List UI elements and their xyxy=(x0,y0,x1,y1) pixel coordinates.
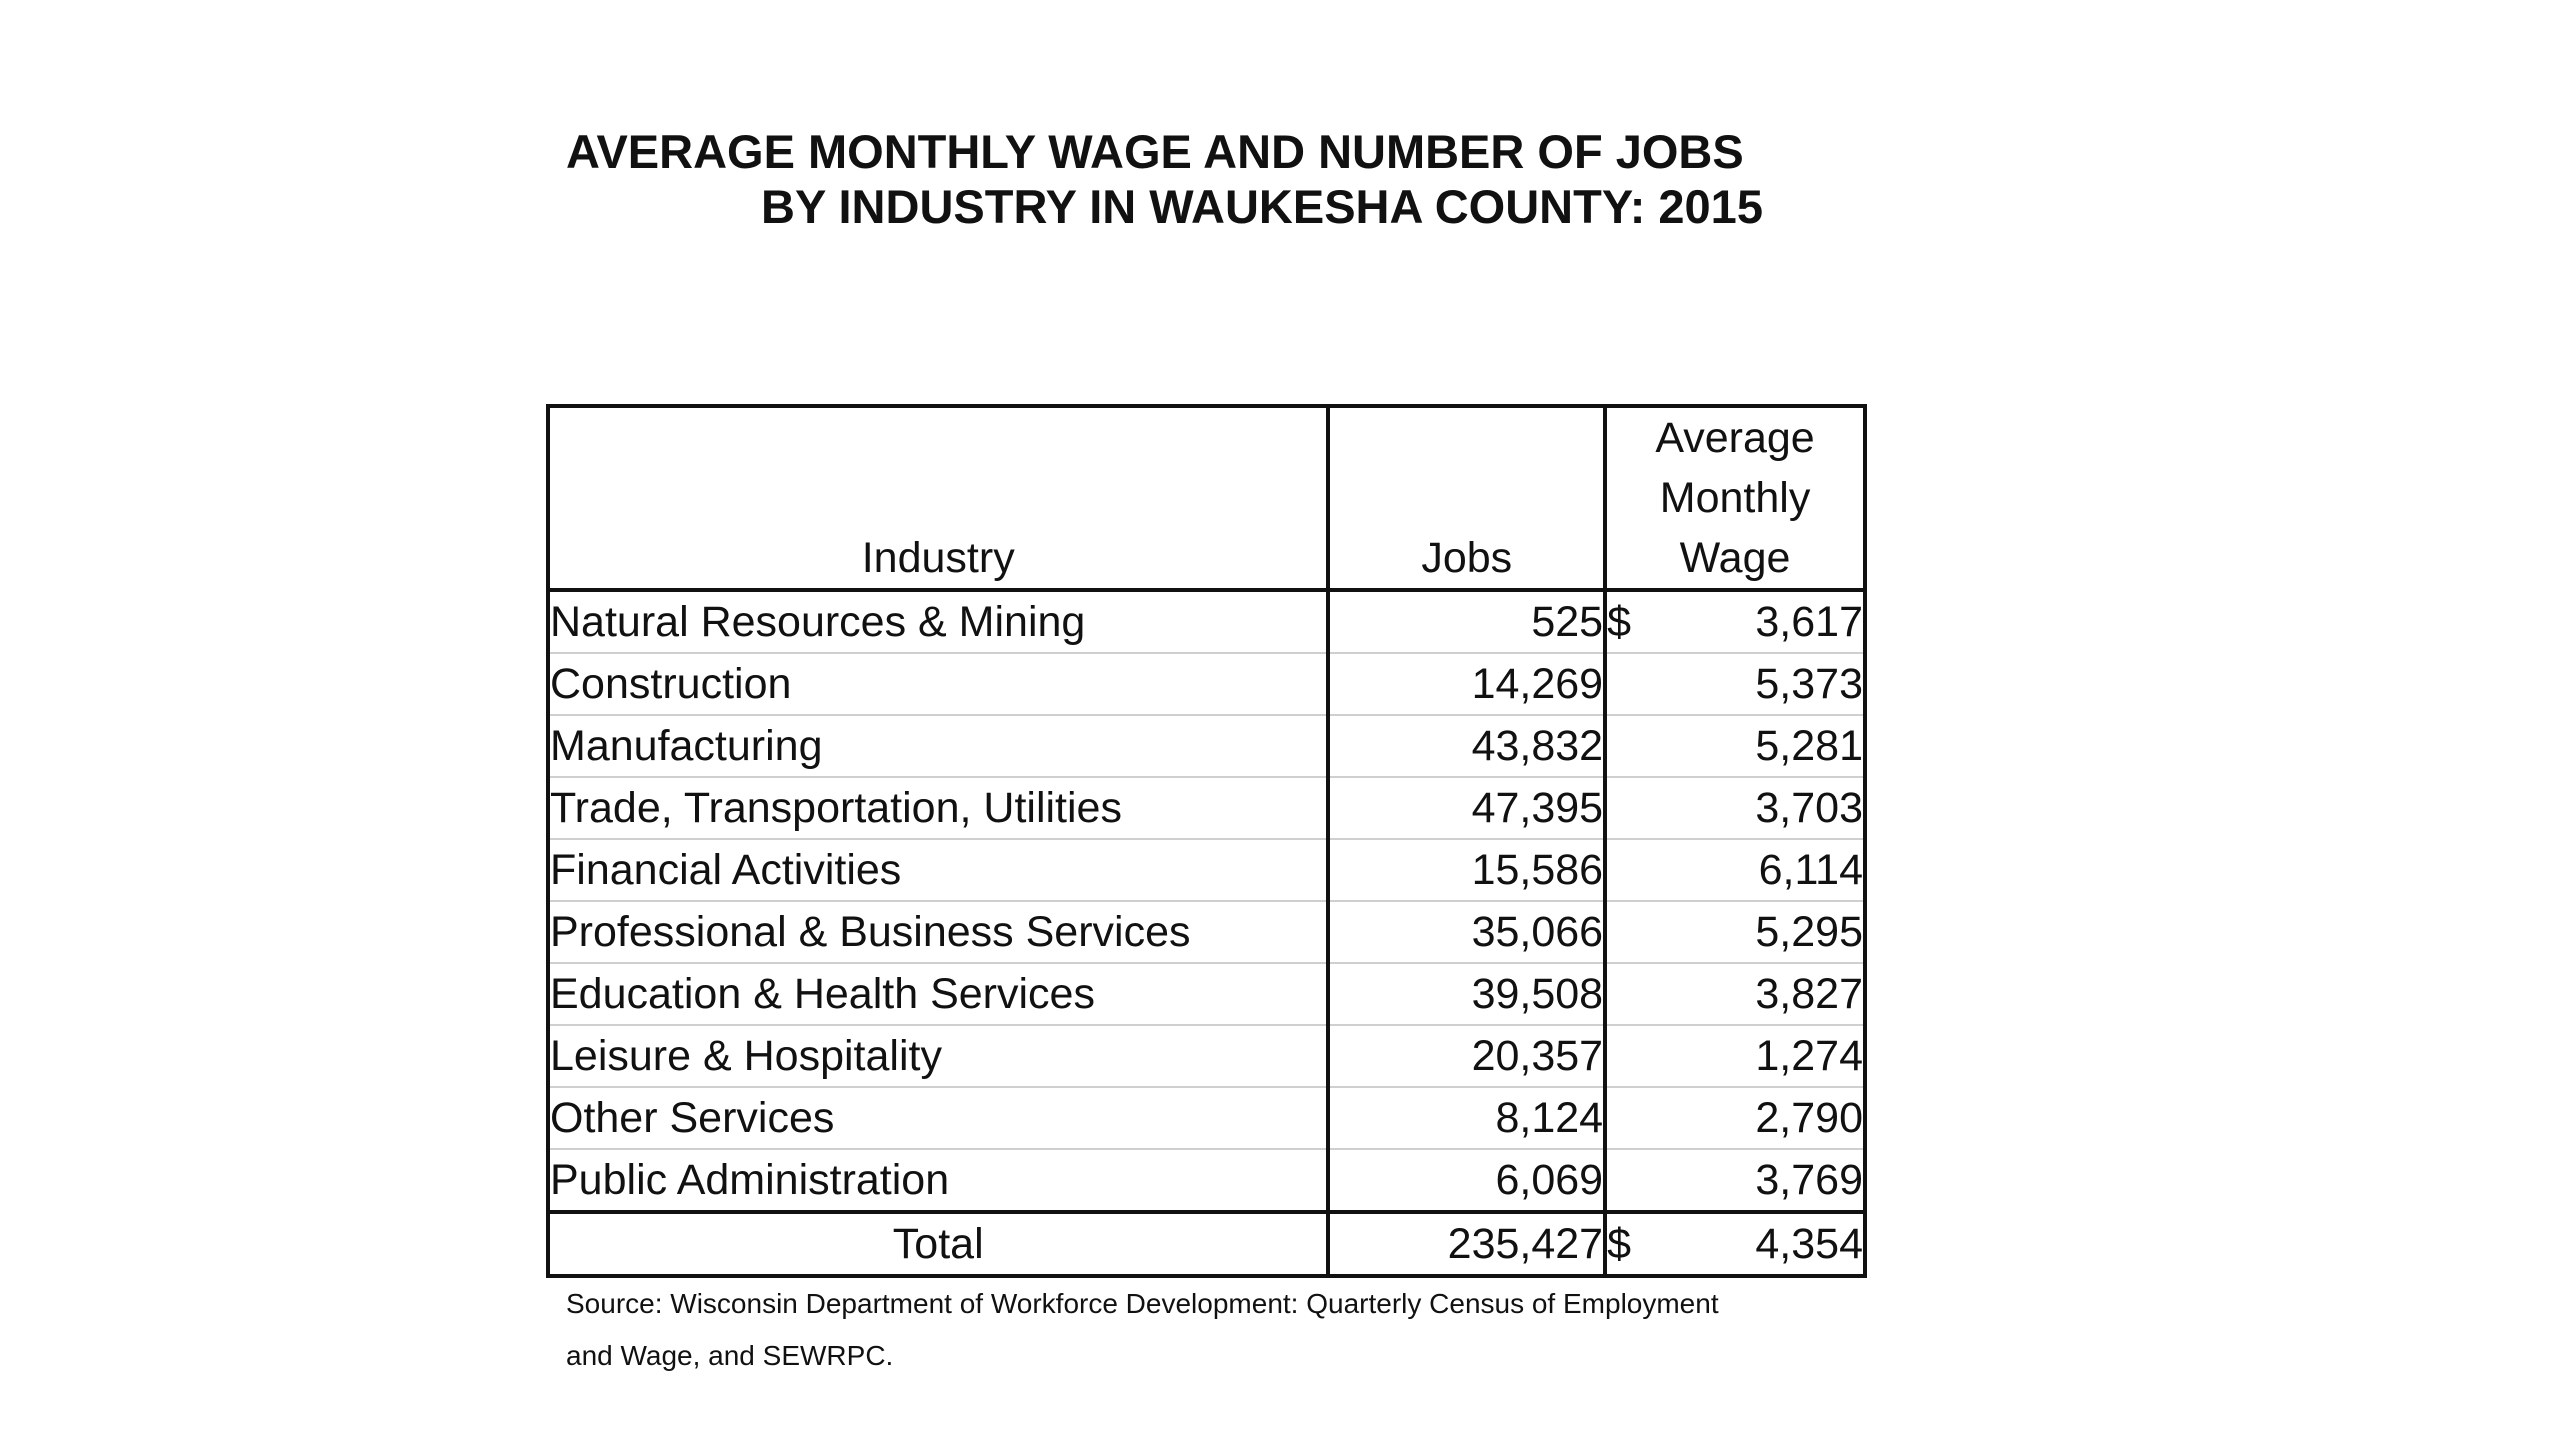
title-line-1: AVERAGE MONTHLY WAGE AND NUMBER OF JOBS xyxy=(566,125,1744,178)
table-row xyxy=(548,653,1865,715)
total-row xyxy=(548,1212,1865,1276)
total-label: Total xyxy=(548,1212,1328,1276)
header-row xyxy=(548,406,1865,590)
wage-cell: 3,769 xyxy=(1660,1149,1865,1212)
header-jobs: Jobs xyxy=(1328,406,1605,590)
currency-symbol-cell xyxy=(1605,1149,1660,1212)
title-line-2: BY INDUSTRY IN WAUKESHA COUNTY: 2015 xyxy=(761,180,1763,233)
wage-cell: 5,373 xyxy=(1660,653,1865,715)
currency-symbol-cell xyxy=(1605,1025,1660,1087)
header-average-monthly-wage xyxy=(1605,406,1865,590)
jobs-cell: 47,395 xyxy=(1328,777,1605,839)
wage-cell: 2,790 xyxy=(1660,1087,1865,1149)
industry-cell: Trade, Transportation, Utilities xyxy=(548,777,1328,839)
total-currency-symbol: $ xyxy=(1605,1212,1660,1276)
industry-cell: Education & Health Services xyxy=(548,963,1328,1025)
jobs-cell: 8,124 xyxy=(1328,1087,1605,1149)
table-row xyxy=(548,1025,1865,1087)
industry-cell: Natural Resources & Mining xyxy=(548,590,1328,653)
industry-cell: Manufacturing xyxy=(548,715,1328,777)
wage-cell: 3,703 xyxy=(1660,777,1865,839)
wage-cell: 6,114 xyxy=(1660,839,1865,901)
header-wage-line-1: Average xyxy=(1655,414,1815,462)
wage-cell: 1,274 xyxy=(1660,1025,1865,1087)
table-row xyxy=(548,1149,1865,1212)
currency-symbol-cell xyxy=(1605,653,1660,715)
table-row xyxy=(548,839,1865,901)
table-title xyxy=(566,124,1816,234)
table-row xyxy=(548,963,1865,1025)
industry-cell: Professional & Business Services xyxy=(548,901,1328,963)
currency-symbol-cell xyxy=(1605,777,1660,839)
source-line-1: Source: Wisconsin Department of Workforce Development: Quarterly Census of Employment xyxy=(566,1288,1719,1319)
header-industry: Industry xyxy=(548,406,1328,590)
jobs-cell: 39,508 xyxy=(1328,963,1605,1025)
source-line-2: and Wage, and SEWRPC. xyxy=(566,1340,894,1371)
wage-cell: 3,617 xyxy=(1660,590,1865,653)
currency-symbol-cell xyxy=(1605,839,1660,901)
industry-cell: Other Services xyxy=(548,1087,1328,1149)
jobs-cell: 20,357 xyxy=(1328,1025,1605,1087)
wage-cell: 5,295 xyxy=(1660,901,1865,963)
currency-symbol-cell xyxy=(1605,1087,1660,1149)
table-body xyxy=(548,590,1865,1212)
source-note xyxy=(566,1278,1866,1382)
table-row xyxy=(548,1087,1865,1149)
jobs-cell: 525 xyxy=(1328,590,1605,653)
total-wage: 4,354 xyxy=(1660,1212,1865,1276)
jobs-cell: 6,069 xyxy=(1328,1149,1605,1212)
jobs-cell: 43,832 xyxy=(1328,715,1605,777)
currency-symbol-cell: $ xyxy=(1605,590,1660,653)
industry-cell: Financial Activities xyxy=(548,839,1328,901)
table-row xyxy=(548,715,1865,777)
table-row xyxy=(548,901,1865,963)
header-wage-line-3: Wage xyxy=(1679,534,1791,582)
wage-jobs-table xyxy=(546,404,1867,1278)
wage-cell: 5,281 xyxy=(1660,715,1865,777)
currency-symbol-cell xyxy=(1605,901,1660,963)
jobs-cell: 15,586 xyxy=(1328,839,1605,901)
currency-symbol-cell xyxy=(1605,963,1660,1025)
table-row xyxy=(548,590,1865,653)
table-row xyxy=(548,777,1865,839)
wage-cell: 3,827 xyxy=(1660,963,1865,1025)
industry-cell: Construction xyxy=(548,653,1328,715)
jobs-cell: 14,269 xyxy=(1328,653,1605,715)
currency-symbol-cell xyxy=(1605,715,1660,777)
total-jobs: 235,427 xyxy=(1328,1212,1605,1276)
jobs-cell: 35,066 xyxy=(1328,901,1605,963)
industry-cell: Leisure & Hospitality xyxy=(548,1025,1328,1087)
header-wage-line-2: Monthly xyxy=(1659,474,1811,522)
industry-cell: Public Administration xyxy=(548,1149,1328,1212)
